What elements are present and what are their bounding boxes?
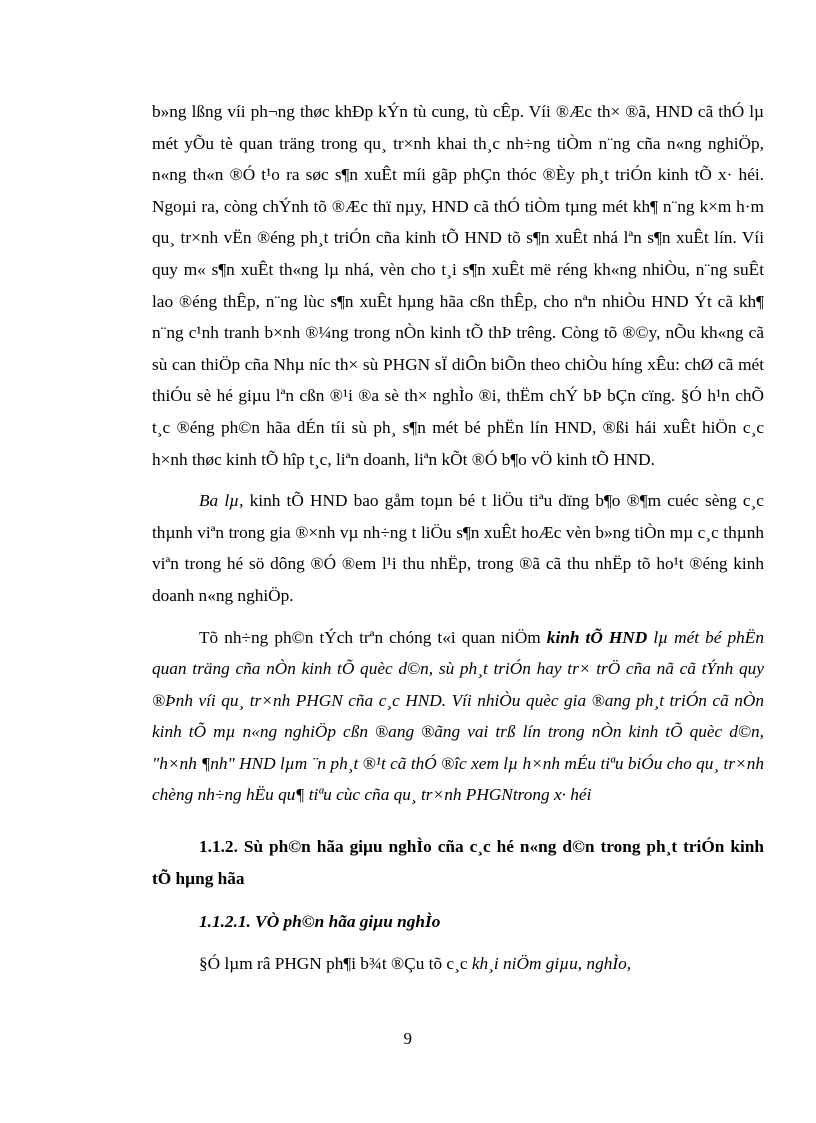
paragraph-4 xyxy=(152,948,764,980)
page-body xyxy=(152,96,764,979)
section-heading: 1.1.2. Sù ph©n hãa giµu nghÌo cña c¸c hé n«ng d©n trong ph¸t triÓn kinh tÕ hµng hãa xyxy=(152,837,764,888)
paragraph-1: b»ng lßng víi ph¬ng thøc khÐp kÝn tù cung, tù cÊp. Víi ®Æc th× ®ã, HND cã thÓ lµ mét yÕu tè quan träng trong qu¸ tr×nh khai th¸c nh÷ng tiÒm n¨ng cña n«ng nghiÖp, n«ng th«n ®Ó t¹o ra søc s¶n xuÊt míi gãp phÇn thóc ®Èy ph¸t triÓn kinh tÕ x· héi. Ngoµi ra, còng chÝnh tõ ®Æc thï nµy, HND cã thÓ tiÒm tµng mét kh¶ n¨ng k×m h·m qu¸ tr×nh vËn ®éng ph¸t triÓn cña kinh tÕ HND tõ s¶n xuÊt nhá lªn s¶n xuÊt lín. Víi quy m« s¶n xuÊt th«ng lµ nhá, vèn cho t¸i s¶n xuÊt më réng kh«ng nhiÒu, n¨ng suÊt lao ®éng thÊp, n¨ng lùc s¶n xuÊt hµng hãa cßn thÊp, cho nªn nhiÒu HND Ýt cã kh¶ n¨ng c¹nh tranh b×nh ®¼ng trong nÒn kinh tÕ thÞ trêng. Còng tõ ®©y, nÕu kh«ng cã sù can thiÖp cña Nhµ níc th× sù PHGN sÏ diÔn biÕn theo chiÒu híng xÊu: chØ cã mét thiÓu sè hé giµu lªn cßn ®¹i ®a sè th× nghÌo ®i, thËm chÝ bÞ bÇn cïng. §Ó h¹n chÕ t¸c ®éng ph©n hãa dÉn tíi sù ph¸ s¶n mét bé phËn lín HND, ®ßi hái xuÊt hiÖn c¸c h×nh thøc kinh tÕ hîp t¸c, liªn doanh, liªn kÕt ®Ó b¶o vÖ kinh tÕ HND. xyxy=(152,102,764,469)
paragraph-4-lead: §Ó lµm râ PHGN ph¶i b¾t ®Çu tõ c¸c xyxy=(199,953,472,973)
paragraph-3-lead: Tõ nh÷ng ph©n tÝch trªn chóng t«i quan niÖm xyxy=(199,627,547,647)
paragraph-2-lead: Ba lµ, xyxy=(199,491,244,511)
paragraph-2 xyxy=(152,485,764,611)
paragraph-3 xyxy=(152,622,764,812)
paragraph-2-body: kinh tÕ HND bao gåm toµn bé t liÖu tiªu dïng b¶o ®¶m cuéc sèng c¸c thµnh viªn trong gia ®×nh vµ nh÷ng t liÖu s¶n xuÊt hoÆc vèn b»ng tiÒn mµ c¸c thµnh viªn trong hé sö dông ®Ó ®em l¹i thu nhËp, trong ®ã cã thu nhËp tõ ho¹t ®éng kinh doanh n«ng nghiÖp. xyxy=(152,491,764,605)
page-number: 9 xyxy=(403,1029,413,1048)
subsection-heading: 1.1.2.1. VÒ ph©n hãa giµu nghÌo xyxy=(199,912,441,932)
paragraph-4-italic: kh¸i niÖm giµu, nghÌo, xyxy=(471,953,632,973)
paragraph-3-rest: lµ mét bé phËn quan träng cña nÒn kinh tÕ quèc d©n, sù ph¸t triÓn hay tr× trÖ cña nã cã tÝnh quy ®Þnh víi qu¸ tr×nh PHGN cña c¸c HND. Víi nhiÒu quèc gia ®ang ph¸t triÓn cã nÒn kinh tÕ mµ n«ng nghiÖp cßn ®ang ®ãng vai trß lín trong nÒn kinh tÕ quèc d©n, "h×nh ¶nh" HND lµm ¨n ph¸t ®¹t cã thÓ ®îc xem lµ h×nh mÉu tiªu biÓu cho qu¸ tr×nh chèng nh÷ng hËu qu¶ tiªu cùc cña qu¸ tr×nh PHGNtrong x· héi xyxy=(152,627,764,805)
paragraph-3-bold: kinh tÕ HND xyxy=(546,627,648,647)
